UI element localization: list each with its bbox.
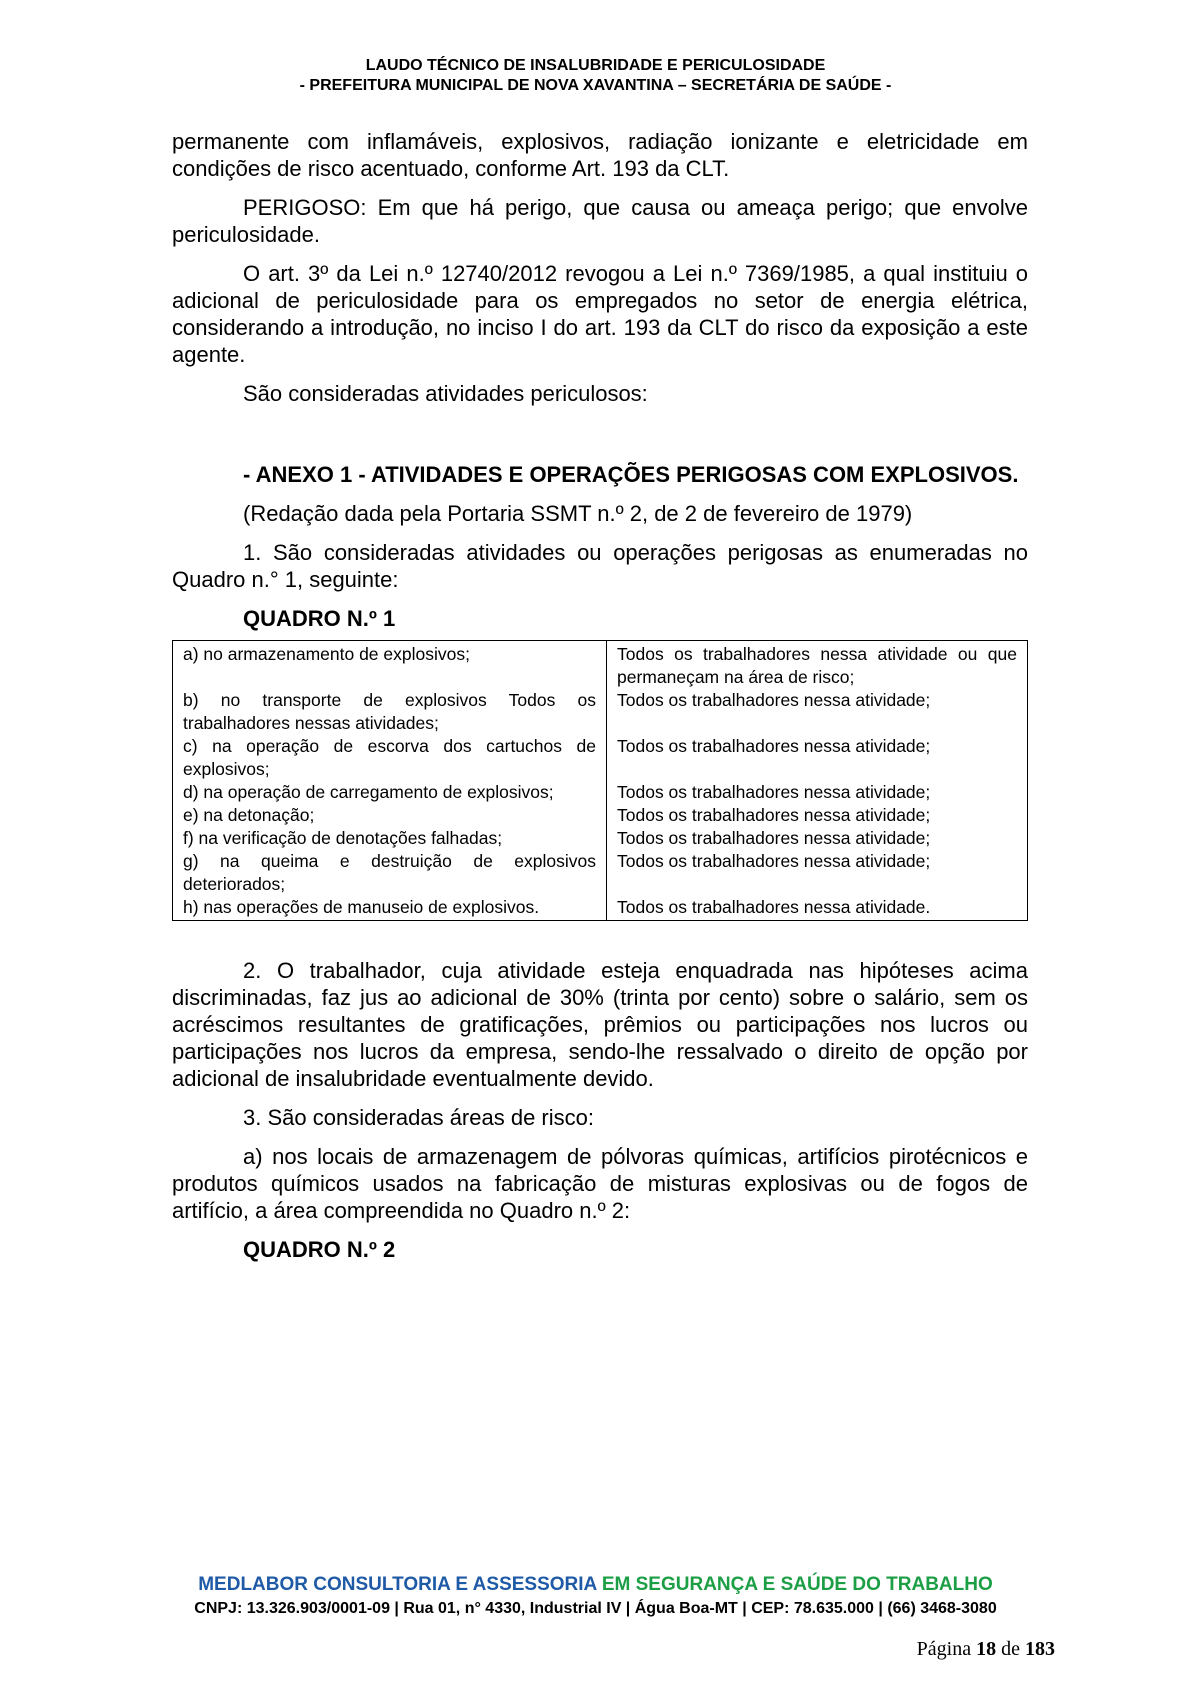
document-header	[0, 56, 1191, 96]
page-current: 18	[976, 1638, 997, 1660]
workers-cell: Todos os trabalhadores nessa atividade ou que permaneçam na área de risco;	[617, 644, 1017, 687]
annex-title: - ANEXO 1 - ATIVIDADES E OPERAÇÕES PERIGOSAS COM EXPLOSIVOS.	[243, 462, 1019, 487]
spacer	[172, 921, 1028, 957]
table-row	[173, 804, 1028, 827]
activity-cell: g) na queima e destruição de explosivos deteriorados;	[173, 850, 607, 896]
activity-cell: e) na detonação;	[173, 804, 607, 827]
workers-cell: Todos os trabalhadores nessa atividade.	[617, 897, 931, 917]
header-subtitle: - PREFEITURA MUNICIPAL DE NOVA XAVANTINA – SECRETÁRIA DE SAÚDE -	[299, 77, 892, 94]
footer-address: CNPJ: 13.326.903/0001-09 | Rua 01, n° 4330, Industrial IV | Água Boa-MT | CEP: 78.635.000 | (66) 3468-3080	[194, 1600, 997, 1617]
activity-cell: b) no transporte de explosivos Todos os trabalhadores nessas atividades;	[173, 689, 607, 735]
paragraph-item-3: 3. São consideradas áreas de risco:	[243, 1105, 594, 1130]
workers-cell: Todos os trabalhadores nessa atividade;	[617, 805, 931, 825]
workers-cell: Todos os trabalhadores nessa atividade;	[617, 828, 931, 848]
quadro-1-title: QUADRO N.º 1	[243, 606, 396, 631]
page-of: de	[1001, 1638, 1020, 1660]
header-title: LAUDO TÉCNICO DE INSALUBRIDADE E PERICULOSIDADE	[365, 57, 826, 74]
table-row	[173, 827, 1028, 850]
paragraph-lei: O art. 3º da Lei n.º 12740/2012 revogou a Lei n.º 7369/1985, a qual instituiu o adicional de periculosidade para os empregados no setor de energia elétrica, considerando a introdução, no inciso I do art. 193 da CLT do risco da exposição a este agente.	[172, 261, 1028, 367]
paragraph-redacao: (Redação dada pela Portaria SSMT n.º 2, de 2 de fevereiro de 1979)	[243, 501, 913, 526]
table-row	[173, 850, 1028, 896]
workers-cell: Todos os trabalhadores nessa atividade;	[617, 690, 931, 710]
activity-cell: h) nas operações de manuseio de explosivos.	[173, 896, 607, 921]
paragraph-item-1: 1. São consideradas atividades ou operações perigosas as enumeradas no Quadro n.° 1, seguinte:	[172, 540, 1028, 592]
activity-cell: c) na operação de escorva dos cartuchos de explosivos;	[173, 735, 607, 781]
paragraph-1: permanente com inflamáveis, explosivos, radiação ionizante e eletricidade em condições de risco acentuado, conforme Art. 193 da CLT.	[172, 129, 1028, 181]
page-number	[917, 1638, 1055, 1661]
table-row	[173, 641, 1028, 690]
document-body	[172, 128, 1028, 1275]
table-row	[173, 896, 1028, 921]
workers-cell: Todos os trabalhadores nessa atividade;	[617, 782, 931, 802]
table-row	[173, 689, 1028, 735]
quadro-1-table	[172, 640, 1028, 921]
activity-cell: f) na verificação de denotações falhadas;	[173, 827, 607, 850]
footer-company	[0, 1574, 1191, 1596]
paragraph-item-2: 2. O trabalhador, cuja atividade esteja enquadrada nas hipóteses acima discriminadas, faz jus ao adicional de 30% (trinta por cento) sobre o salário, sem os acréscimos resultantes de gratificações, prêmios ou participações nos lucros ou participações nos lucros da empresa, sendo-lhe ressalvado o direito de opção por adicional de insalubridade eventualmente devido.	[172, 958, 1028, 1091]
table-row	[173, 781, 1028, 804]
footer-company-tagline: EM SEGURANÇA E SAÚDE DO TRABALHO	[601, 1574, 993, 1595]
paragraph-atividades: São consideradas atividades periculosos:	[243, 381, 648, 406]
page-label: Página	[916, 1638, 972, 1660]
workers-cell: Todos os trabalhadores nessa atividade;	[617, 851, 931, 871]
table-row	[173, 735, 1028, 781]
footer-company-name: MEDLABOR CONSULTORIA E ASSESSORIA	[198, 1574, 597, 1595]
activity-cell: a) no armazenamento de explosivos;	[173, 641, 607, 690]
page-total: 183	[1025, 1638, 1055, 1660]
paragraph-item-3a: a) nos locais de armazenagem de pólvoras químicas, artifícios pirotécnicos e produtos químicos usados na fabricação de misturas explosivas ou de fogos de artifício, a área compreendida no Quadro n.º 2:	[172, 1144, 1028, 1223]
activity-cell: d) na operação de carregamento de explosivos;	[173, 781, 607, 804]
workers-cell: Todos os trabalhadores nessa atividade;	[617, 736, 931, 756]
spacer	[172, 419, 1028, 461]
paragraph-perigoso: PERIGOSO: Em que há perigo, que causa ou ameaça perigo; que envolve periculosidade.	[172, 195, 1028, 247]
quadro-2-title: QUADRO N.º 2	[243, 1237, 396, 1262]
